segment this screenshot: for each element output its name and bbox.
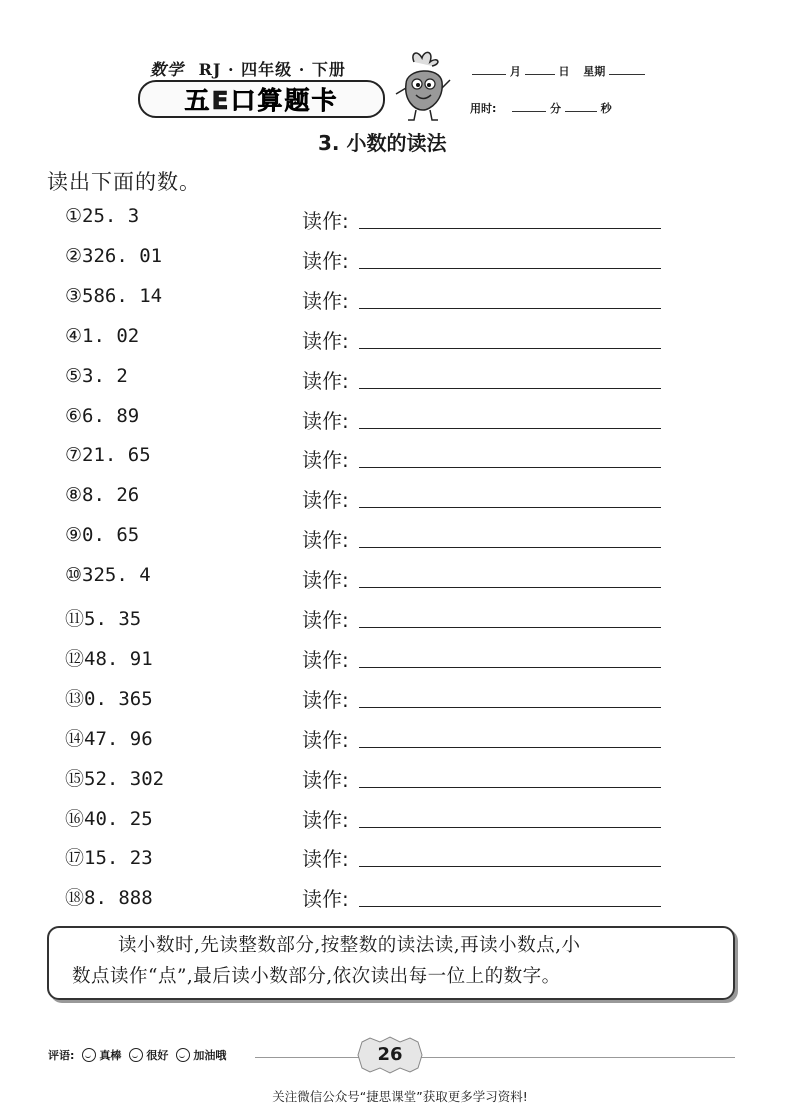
smile-face-icon <box>82 1048 96 1062</box>
day-label: 日 <box>558 65 570 78</box>
answer-line[interactable] <box>359 827 661 828</box>
problem-row <box>0 724 800 764</box>
evaluation-option[interactable]: 很好 <box>146 1049 169 1062</box>
problem-row <box>0 684 800 724</box>
problem-row <box>0 804 800 844</box>
subject-label: 数学 <box>150 60 185 79</box>
answer-label: 读作: <box>302 807 349 832</box>
minutes-label: 分 <box>549 102 561 115</box>
problem-row <box>0 325 800 365</box>
problem-number: ⑭47. 96 <box>65 727 153 750</box>
problem-number: ⑮52. 302 <box>65 767 165 790</box>
problem-row <box>0 524 800 564</box>
answer-label: 读作: <box>302 248 349 273</box>
answer-line[interactable] <box>359 627 661 628</box>
evaluation-bar <box>48 1047 226 1063</box>
brand-text: 五E口算题卡 <box>184 86 339 115</box>
problem-number: ⑧8. 26 <box>65 484 140 507</box>
brand-title <box>138 80 385 118</box>
answer-line[interactable] <box>359 866 661 867</box>
answer-label: 读作: <box>302 767 349 792</box>
month-blank[interactable] <box>472 64 506 75</box>
problem-row <box>0 444 800 484</box>
problem-number: ⑤3. 2 <box>65 364 128 387</box>
problem-number: ⑦21. 65 <box>65 444 151 467</box>
answer-label: 读作: <box>302 368 349 393</box>
day-blank[interactable] <box>525 64 555 75</box>
problem-row <box>0 405 800 445</box>
smile-face-icon <box>129 1048 143 1062</box>
time-label: 用时: <box>470 102 497 115</box>
problem-number: ③586. 14 <box>65 284 163 307</box>
problem-number: ①25. 3 <box>65 205 140 227</box>
evaluation-label: 评语: <box>48 1049 75 1062</box>
problem-number: ⑰15. 23 <box>65 847 153 870</box>
tip-line-1: 读小数时,先读整数部分,按整数的读法读,再读小数点,小 <box>118 935 581 956</box>
answer-line[interactable] <box>359 467 661 468</box>
answer-line[interactable] <box>359 388 661 389</box>
answer-line[interactable] <box>359 707 661 708</box>
answer-label: 读作: <box>302 608 349 632</box>
problem-number: ⑱8. 888 <box>65 887 153 910</box>
answer-line[interactable] <box>359 268 661 269</box>
problem-number: ⑥6. 89 <box>65 404 140 427</box>
problem-row <box>0 285 800 325</box>
problem-number: ②326. 01 <box>65 244 163 267</box>
minutes-blank[interactable] <box>512 101 546 112</box>
lesson-title: 3. 小数的读法 <box>318 131 447 155</box>
problem-row <box>0 843 800 883</box>
evaluation-option[interactable]: 真棒 <box>99 1049 122 1062</box>
month-label: 月 <box>509 65 521 78</box>
page-number: 26 <box>377 1044 403 1065</box>
problem-number: ⑨0. 65 <box>65 524 140 547</box>
tip-line-2: 数点读作“点”,最后读小数部分,依次读出每一位上的数字。 <box>72 966 561 987</box>
problem-row <box>0 644 800 684</box>
problem-row <box>0 205 800 245</box>
answer-label: 读作: <box>302 847 349 872</box>
problem-number: ⑪5. 35 <box>65 608 142 630</box>
answer-line[interactable] <box>359 787 661 788</box>
problem-row <box>0 484 800 524</box>
mascot-icon <box>392 48 454 122</box>
answer-label: 读作: <box>302 408 349 433</box>
footer-note: 关注微信公众号“捷思课堂”获取更多学习资料! <box>272 1089 528 1104</box>
answer-label: 读作: <box>302 687 349 712</box>
answer-label: 读作: <box>302 727 349 752</box>
answer-label: 读作: <box>302 209 349 233</box>
answer-line[interactable] <box>359 587 661 588</box>
problem-number: ④1. 02 <box>65 324 140 347</box>
problem-row <box>0 564 800 604</box>
answer-line[interactable] <box>359 747 661 748</box>
edition-label: RJ · 四年级 · 下册 <box>198 60 346 79</box>
subject-edition <box>150 57 346 80</box>
date-fields <box>472 63 645 79</box>
answer-line[interactable] <box>359 906 661 907</box>
problem-number: ⑩325. 4 <box>65 564 151 587</box>
problem-row <box>0 365 800 405</box>
answer-label: 读作: <box>302 328 349 353</box>
answer-line[interactable] <box>359 507 661 508</box>
evaluation-option[interactable]: 加油哦 <box>193 1049 227 1062</box>
problem-number: ⑬0. 365 <box>65 687 153 710</box>
answer-label: 读作: <box>302 647 349 672</box>
problem-row <box>0 883 800 923</box>
answer-label: 读作: <box>302 288 349 313</box>
weekday-blank[interactable] <box>609 64 645 75</box>
answer-label: 读作: <box>302 568 349 593</box>
answer-line[interactable] <box>359 348 661 349</box>
answer-line[interactable] <box>359 308 661 309</box>
problem-number: ⑯40. 25 <box>65 807 153 830</box>
seconds-label: 秒 <box>600 102 612 115</box>
weekday-label: 星期 <box>583 65 606 78</box>
answer-line[interactable] <box>359 428 661 429</box>
answer-line[interactable] <box>359 667 661 668</box>
problem-row <box>0 245 800 285</box>
instruction-text: 读出下面的数。 <box>47 170 201 194</box>
answer-label: 读作: <box>302 528 349 553</box>
problem-row <box>0 764 800 804</box>
problem-number: ⑫48. 91 <box>65 647 153 670</box>
answer-label: 读作: <box>302 887 349 912</box>
answer-line[interactable] <box>359 547 661 548</box>
bottom-divider <box>255 1057 735 1058</box>
answer-label: 读作: <box>302 488 349 513</box>
time-fields <box>470 100 612 116</box>
seconds-blank[interactable] <box>565 101 597 112</box>
problem-row <box>0 604 800 644</box>
answer-label: 读作: <box>302 448 349 473</box>
smile-face-icon <box>176 1048 190 1062</box>
answer-line[interactable] <box>359 228 661 229</box>
